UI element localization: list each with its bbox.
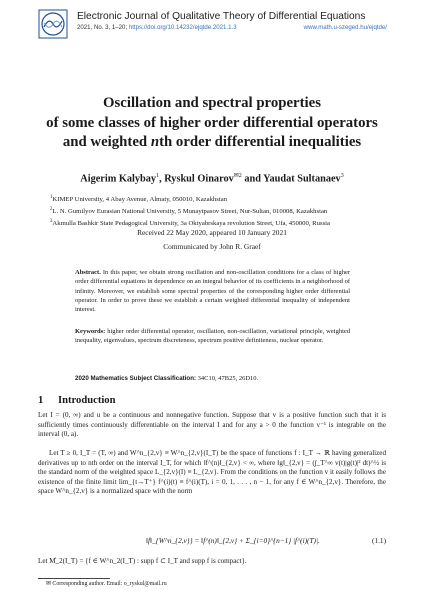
body-paragraph: Let T ≥ 0, I_T = (T, ∞) and W^n_{2,v} ≡ W^n_{2,v}(I_T) be the space of functions f : I_T → ℝ having generalized derivatives up to nth order on the interval I_T, for which ‖f^(n)‖_{2,v} < ∞, where ‖g‖_{2,v} = (∫_T^∞ v(t)|g(t)|² dt)^½ is the standard norm of the weighted space L_{2,v}(I) ≡ L_{2,v}. From the conditions on the function v it easily follows the existence of the finite limit lim_{t→T⁺} f^(i)(t) ≡ f^(i)(T), i = 0, 1, . . . , n − 1, for any f ∈ W^n_{2,v}. Therefore, the space W^n_{2,v} is a normalized space with the norm bbox=[38, 449, 386, 496]
received-dates: Received 22 May 2020, appeared 10 January 2021 bbox=[137, 228, 287, 237]
doi-link[interactable]: https://doi.org/10.14232/ejqtde.2021.1.3 bbox=[128, 24, 237, 31]
author-name: Yaudat Sultanaev bbox=[263, 173, 341, 185]
keywords bbox=[75, 327, 350, 346]
abstract-text: In this paper, we obtain strong oscillation and non-oscillation conditions for a class of higher order differential equations in dependence on an integral behavior of its coefficients in a neighborhood of infinity. Moreover, we establish some spectral properties of the corresponding higher order differential operator. In order to prove these we establish a certain weighted differential inequality of independent interest. bbox=[75, 269, 351, 314]
affiliation: $^3$Akmulla Bashkir State Pedagogical University, 3a Oktyabrskaya revolution Street, Ufa, 450000, Russia bbox=[50, 219, 331, 228]
section-title: Introduction bbox=[58, 395, 116, 406]
communicated-by: Communicated by John R. Graef bbox=[163, 242, 261, 251]
msc-classification bbox=[75, 375, 350, 382]
title-line-1: Oscillation and spectral properties bbox=[103, 95, 321, 111]
journal-url-link[interactable]: www.math.u-szeged.hu/ejqtde/ bbox=[303, 24, 387, 31]
footnote-text: Corresponding author. Email: o_ryskul@mail.ru bbox=[52, 581, 167, 587]
envelope-icon: ✉ bbox=[46, 581, 51, 587]
abstract bbox=[75, 268, 350, 314]
journal-title: Electronic Journal of Qualitative Theory of Differential Equations bbox=[77, 11, 366, 22]
author-name: Aigerim Kalybay bbox=[80, 173, 157, 185]
footnote bbox=[46, 581, 167, 587]
affiliation: $^1$KIMEP University, 4 Abay Avenue, Almaty, 050010, Kazakhstan bbox=[50, 195, 228, 204]
journal-reference-line bbox=[77, 24, 387, 31]
corresponding-author-mark: ✉2 bbox=[233, 173, 242, 179]
footnote-rule bbox=[38, 578, 110, 579]
display-equation bbox=[38, 533, 386, 551]
affiliations bbox=[50, 193, 380, 229]
equation-number: (1.1) bbox=[372, 536, 386, 545]
equation-body: ‖f‖_{W^n_{2,v}} = ‖f^(n)‖_{2,v} + Σ_{i=0}^{n−1} |f^(i)(T)|. bbox=[146, 536, 320, 545]
keywords-label: Keywords: bbox=[75, 328, 106, 335]
body-paragraph: Let I = (0, ∞) and u be a continuous and nonnegative function. Suppose that v is a positive function such that it is sufficiently times continuously differentiable on the interval I and for any a > 0 the function v⁻¹ is integrable on the interval (0, a). bbox=[38, 411, 386, 439]
title-line-2: of some classes of higher order differential operators bbox=[46, 114, 378, 131]
keywords-text: higher order differential operator, oscillation, non-oscillation, variational principle, weighted inequality, eigenvalues, spectrum discreteness, spectrum positive definiteness, nuclear operator. bbox=[75, 328, 351, 345]
section-number: 1 bbox=[38, 395, 44, 406]
author-name: Ryskul Oinarov bbox=[164, 173, 234, 185]
paper-title bbox=[40, 94, 384, 153]
affiliation: $^2$L. N. Gumilyov Eurasian National University, 5 Munaytpasov Street, Nur-Sultan, 010008, Kazakhstan bbox=[50, 207, 328, 216]
msc-codes: 34C10, 47B25, 26D10. bbox=[197, 375, 259, 382]
title-line-3: and weighted nth order differential inequalities bbox=[62, 134, 362, 150]
journal-logo-icon bbox=[38, 9, 68, 39]
abstract-label: Abstract. bbox=[75, 269, 101, 276]
author-list: Aigerim Kalybay$^1$, Ryskul Oinarov$^{✉2}$ and Yaudat Sultanaev$^3$ bbox=[80, 173, 344, 185]
body-paragraph: Let M̊_2(I_T) = {f ∈ W^n_2(I_T) : supp f ⊂ I_T and supp f is compact}. bbox=[38, 557, 247, 565]
issue-reference: 2021, No. 3, 1–20; bbox=[77, 24, 128, 31]
section-heading bbox=[38, 395, 116, 406]
msc-label: 2020 Mathematics Subject Classification: bbox=[75, 375, 197, 382]
